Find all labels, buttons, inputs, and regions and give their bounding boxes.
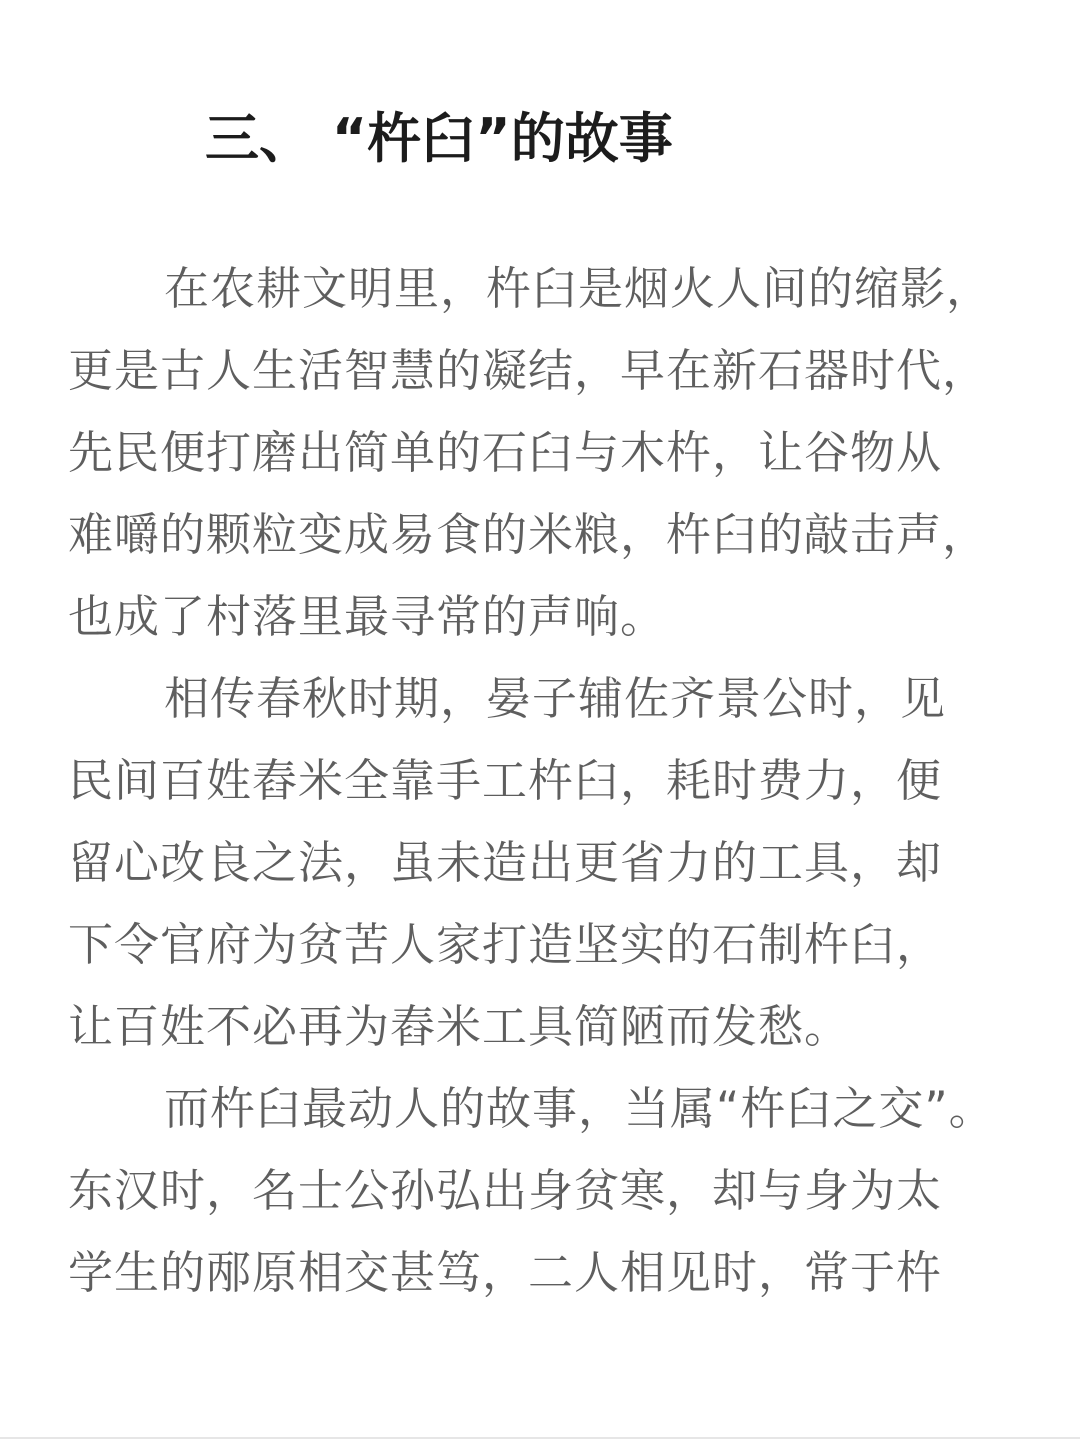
paragraph-2 [68,658,1068,1068]
text-line: 难嚼的颗粒变成易食的米粮，杵臼的敲击声， [68,508,989,561]
article-body [68,248,1068,1314]
paragraph-3 [68,1068,1068,1314]
text-line: 相传春秋时期，晏子辅佐齐景公时，见 [164,672,947,725]
text-line: 让百姓不必再为舂米工具简陋而发愁。 [68,1000,851,1053]
text-line: 先民便打磨出简单的石臼与木杵，让谷物从 [68,426,943,479]
text-line: 留心改良之法，虽未造出更省力的工具，却 [68,836,943,889]
text-line: 更是古人生活智慧的凝结，早在新石器时代， [68,344,989,397]
text-line: 民间百姓舂米全靠手工杵臼，耗时费力，便 [68,754,943,807]
text-line: 也成了村落里最寻常的声响。 [68,590,667,643]
text-line: 下令官府为贫苦人家打造坚实的石制杵臼， [68,918,943,971]
section-title: 三、 “杵臼”的故事 [205,107,673,170]
text-line: 东汉时，名士公孙弘出身贫寒，却与身为太 [68,1164,943,1217]
text-line: 而杵臼最动人的故事，当属“杵臼之交”。 [164,1082,995,1135]
text-line: 学生的邴原相交甚笃，二人相见时，常于杵 [68,1246,943,1299]
text-line: 在农耕文明里，杵臼是烟火人间的缩影， [164,262,993,315]
paragraph-1 [68,248,1068,658]
bottom-divider [0,1437,1080,1439]
